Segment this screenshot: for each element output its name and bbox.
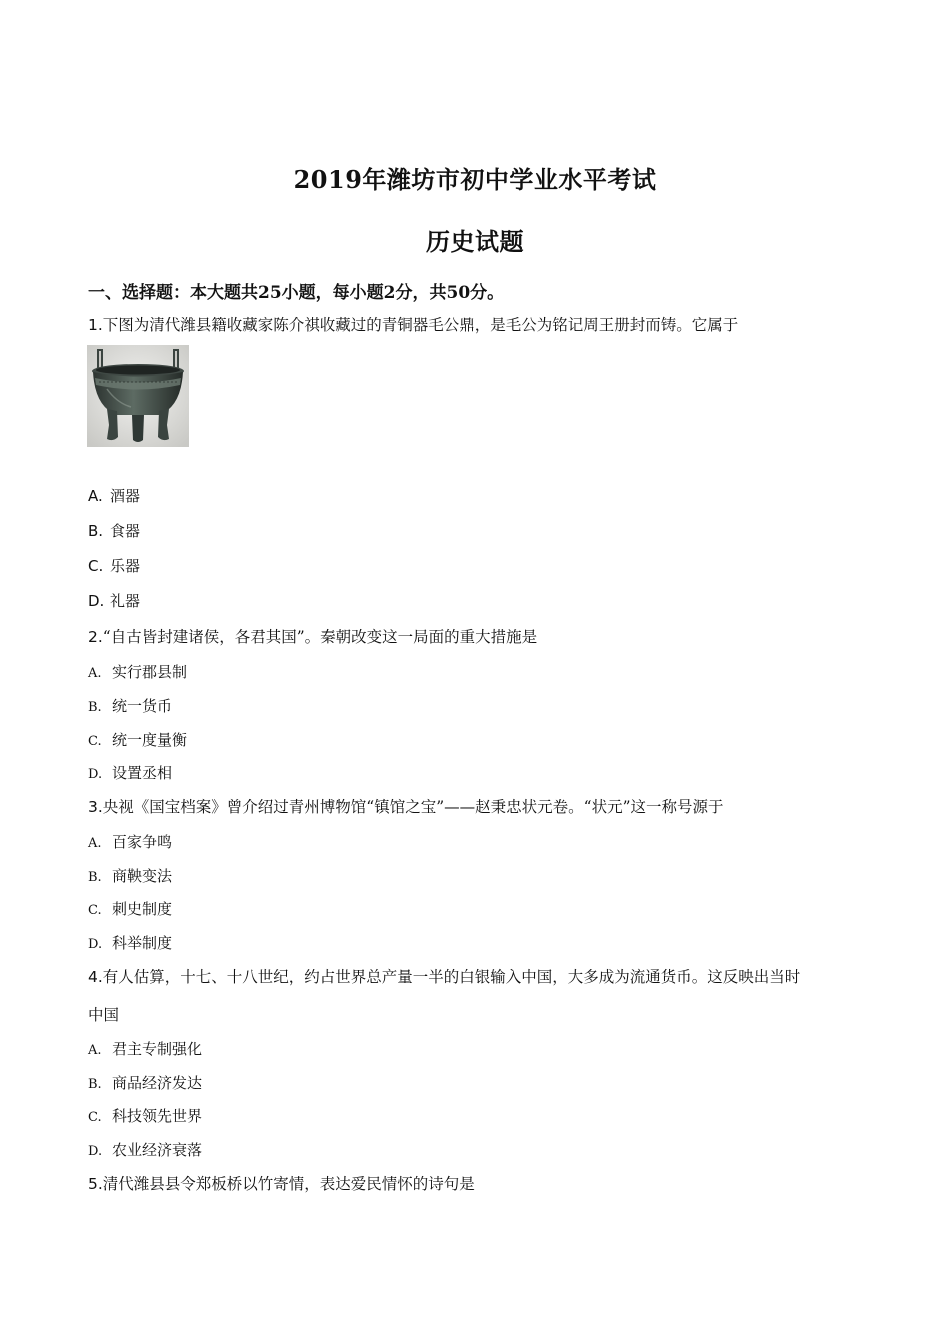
question-4-option-d[interactable]: D. 农业经济衰落 [88,1141,203,1159]
question-text: 清代潍县县令郑板桥以竹寄情，表达爱民情怀的诗句是 [102,1175,475,1193]
question-3-option-b[interactable]: B. 商鞅变法 [88,867,173,885]
section-heading: 一、选择题：本大题共25小题，每小题2分，共50分。 [88,283,505,303]
question-1 [88,313,738,335]
bronze-ding-image [87,345,189,447]
question-1-option-a[interactable]: A. 酒器 [88,487,141,505]
question-text: 央视《国宝档案》曾介绍过青州博物馆“镇馆之宝”——赵秉忠状元卷。“状元”这一称号源于 [102,798,724,816]
question-3 [88,795,724,817]
question-text: 下图为清代潍县籍收藏家陈介祺收藏过的青铜器毛公鼎，是毛公为铭记周王册封而铸。它属于 [102,316,739,334]
question-2-option-b[interactable]: B. 统一货币 [88,697,173,715]
question-number: 4. [88,968,103,986]
question-2-option-a[interactable]: A. 实行郡县制 [88,663,188,681]
question-4-option-c[interactable]: C. 科技领先世界 [88,1107,203,1125]
question-text: “自古皆封建诸侯，各君其国”。秦朝改变这一局面的重大措施是 [102,628,538,646]
question-1-option-c[interactable]: C. 乐器 [88,557,141,575]
exam-subtitle: 历史试题 [426,227,524,256]
question-number: 2. [88,628,103,646]
question-2 [88,625,537,647]
question-1-option-d[interactable]: D. 礼器 [88,592,141,610]
question-3-option-d[interactable]: D. 科举制度 [88,934,173,952]
question-4-option-b[interactable]: B. 商品经济发达 [88,1074,203,1092]
question-2-option-d[interactable]: D. 设置丞相 [88,764,173,782]
question-1-option-b[interactable]: B. 食器 [88,522,141,540]
question-3-option-a[interactable]: A. 百家争鸣 [88,833,173,851]
question-text: 有人估算，十七、十八世纪，约占世界总产量一半的白银输入中国，大多成为流通货币。这反映出当时 [102,968,801,986]
question-number: 1. [88,316,103,334]
question-number: 3. [88,798,103,816]
question-4 [88,965,800,987]
question-4-continued: 中国 [88,1006,120,1024]
question-2-option-c[interactable]: C. 统一度量衡 [88,731,188,749]
question-3-option-c[interactable]: C. 刺史制度 [88,900,173,918]
question-number: 5. [88,1175,103,1193]
question-4-option-a[interactable]: A. 君主专制强化 [88,1040,203,1058]
exam-title: 2019年潍坊市初中学业水平考试 [293,165,657,194]
question-5 [88,1172,475,1194]
